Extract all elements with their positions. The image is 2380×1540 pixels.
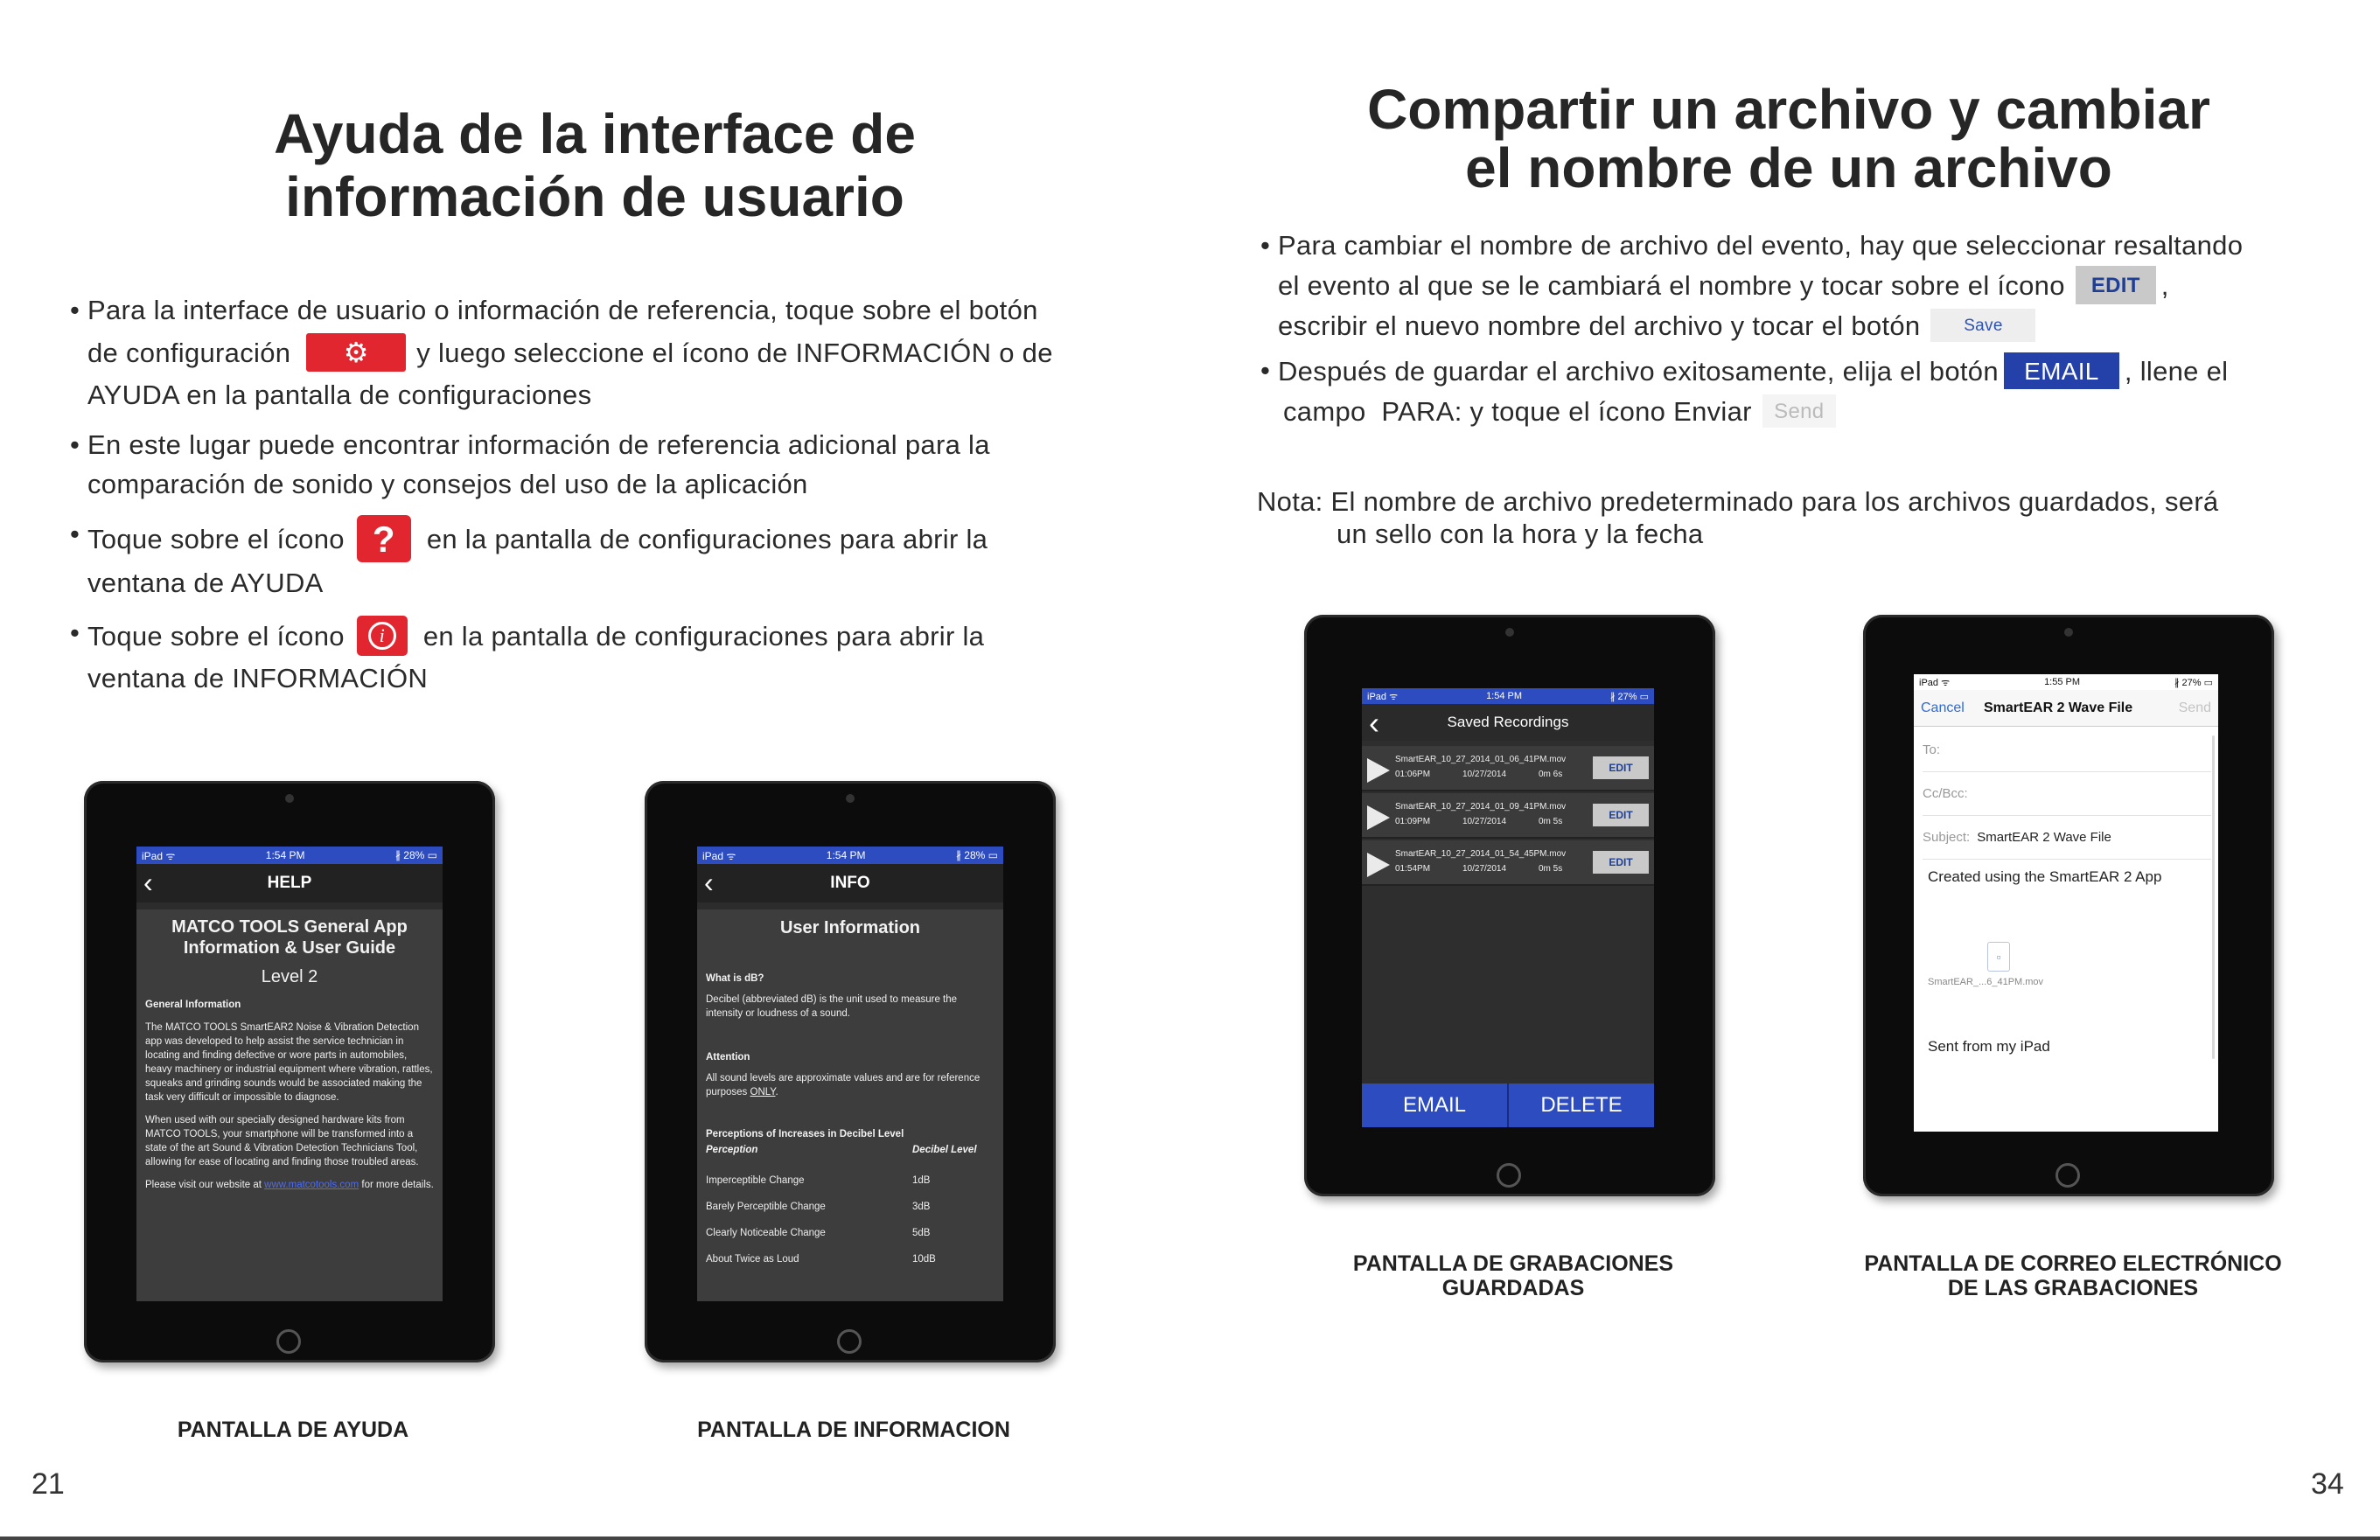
recording-time: 01:09PM: [1395, 817, 1431, 826]
caption-saved-recordings: [1303, 1252, 1723, 1300]
table-cell: 5dB: [912, 1228, 931, 1238]
status-bar: [1362, 688, 1654, 704]
page-number-left: 21: [31, 1467, 65, 1501]
left-title-line2: información de usuario: [285, 164, 904, 228]
play-icon[interactable]: [1367, 805, 1390, 830]
default-filename-note: [1257, 485, 2359, 550]
tablet-help: [84, 781, 495, 1362]
recordings-toolbar: [1362, 1084, 1654, 1127]
recording-duration: 0m 6s: [1539, 770, 1563, 779]
bullet-text: • Toque sobre el ícono: [87, 620, 345, 652]
bottom-rule: [0, 1537, 2380, 1540]
caption-line: PANTALLA DE GRABACIONES: [1352, 1251, 1674, 1276]
body-text: Created using the SmartEAR 2 App: [1928, 868, 2162, 885]
bullet-text: • Toque sobre el ícono: [87, 523, 345, 554]
camera-dot: [285, 794, 294, 803]
bullet-text: el evento al que se le cambiará el nombre y tocar sobre el ícono: [1278, 269, 2065, 301]
bullet-config: [70, 290, 1146, 415]
recording-duration: 0m 5s: [1539, 864, 1563, 874]
cc-field[interactable]: [1923, 772, 2211, 816]
left-bullets: [70, 290, 1146, 708]
to-field[interactable]: [1923, 728, 2211, 772]
page-number-right: 34: [2311, 1467, 2344, 1501]
status-bar: [136, 847, 443, 864]
table-header: Perception: [706, 1145, 758, 1155]
attachment-file-icon[interactable]: ▫: [1987, 942, 2010, 972]
recording-row[interactable]: [1362, 840, 1654, 886]
table-row: [706, 1220, 995, 1246]
status-carrier: iPad ᯤ: [142, 849, 176, 862]
back-chevron-icon[interactable]: ‹: [143, 867, 153, 898]
help-section-title: General Information: [145, 1000, 241, 1010]
info-answer: [706, 1071, 995, 1099]
caption-help-screen: PANTALLA DE AYUDA: [177, 1418, 409, 1442]
bullet-text: • En este lugar puede encontrar información de referencia adicional para la: [87, 429, 990, 460]
info-text: .: [775, 1087, 778, 1098]
status-time: 1:54 PM: [826, 849, 866, 861]
bullet-text: en la pantalla de configuraciones para abrir la: [422, 620, 985, 652]
status-carrier: iPad ᯤ: [1919, 677, 1951, 688]
tablet-saved-recordings: [1304, 615, 1715, 1196]
question-mark-icon[interactable]: ?: [357, 515, 411, 562]
subject-field[interactable]: [1923, 816, 2211, 860]
play-icon[interactable]: [1367, 853, 1390, 877]
status-time: 1:55 PM: [2044, 677, 2081, 687]
mail-nav-bar: [1914, 690, 2218, 727]
edit-button[interactable]: EDIT: [1593, 756, 1649, 779]
status-carrier: iPad ᯤ: [1367, 691, 1399, 702]
recording-name: SmartEAR_10_27_2014_01_54_45PM.mov: [1395, 849, 1567, 859]
help-text: for more details.: [361, 1180, 434, 1190]
bullet-rename: [1260, 226, 2354, 345]
status-bar: [697, 847, 1003, 864]
edit-button[interactable]: EDIT: [2076, 266, 2156, 304]
bullet-text: campo PARA: y toque el ícono Enviar: [1283, 395, 1752, 427]
email-screen: [1914, 674, 2218, 1132]
status-battery: ∦ 27% ▭: [1609, 691, 1649, 702]
right-page-title: [1286, 80, 2292, 197]
decibel-table-title: Perceptions of Increases in Decibel Level: [706, 1129, 904, 1139]
left-page-title: [157, 103, 1032, 228]
mail-body[interactable]: [1928, 868, 2204, 1123]
edit-button[interactable]: EDIT: [1593, 851, 1649, 874]
attachment-name: SmartEAR_...6_41PM.mov: [1928, 977, 2044, 987]
back-chevron-icon[interactable]: ‹: [1369, 705, 1379, 741]
recording-row[interactable]: [1362, 746, 1654, 791]
note-text: un sello con la hora y la fecha: [1337, 519, 1704, 549]
bullet-text: en la pantalla de configuraciones para abrir la: [426, 523, 988, 554]
info-screen: [697, 847, 1003, 1301]
recording-name: SmartEAR_10_27_2014_01_09_41PM.mov: [1395, 802, 1567, 812]
subject-value: SmartEAR 2 Wave File: [1977, 830, 2111, 845]
table-cell: Clearly Noticeable Change: [706, 1228, 826, 1238]
info-heading: User Information: [779, 918, 921, 937]
tablet-info: [645, 781, 1056, 1362]
caption-email-screen: [1837, 1252, 2309, 1300]
right-bullets: [1260, 226, 2354, 442]
status-time: 1:54 PM: [265, 849, 305, 861]
save-button[interactable]: Save: [1930, 309, 2035, 342]
caption-line: PANTALLA DE CORREO ELECTRÓNICO: [1864, 1251, 2282, 1276]
cc-label: Cc/Bcc:: [1923, 786, 1968, 801]
caption-line: GUARDADAS: [1441, 1275, 1585, 1300]
status-time: 1:54 PM: [1486, 691, 1523, 701]
gear-icon[interactable]: ⚙: [306, 333, 406, 372]
to-label: To:: [1923, 742, 1941, 757]
note-text: Nota: El nombre de archivo predeterminado para los archivos guardados, será: [1257, 486, 2219, 517]
bullet-text: escribir el nuevo nombre del archivo y tocar el botón: [1278, 310, 1921, 341]
recording-time: 01:06PM: [1395, 770, 1431, 779]
status-battery: ∦ 28% ▭: [394, 849, 437, 861]
scrollbar[interactable]: [2212, 735, 2215, 1059]
help-paragraph: The MATCO TOOLS SmartEAR2 Noise & Vibration Detection app was developed to help assist the service technician in locating and finding defective or wore parts in automobiles, heavy machinery or industrial equipment where vibration, rattles, squeaks and grinding sounds would be associated making the task very difficult or impossible to diagnose.: [145, 1022, 433, 1103]
table-cell: Barely Perceptible Change: [706, 1202, 826, 1212]
recording-date: 10/27/2014: [1462, 770, 1507, 779]
bullet-reference: [70, 425, 1146, 504]
email-button[interactable]: EMAIL: [1362, 1084, 1509, 1127]
table-row: [706, 1246, 995, 1272]
delete-button[interactable]: DELETE: [1509, 1084, 1654, 1127]
nav-title: INFO: [830, 874, 870, 892]
status-carrier: iPad ᯤ: [702, 849, 736, 862]
info-icon[interactable]: i: [357, 616, 408, 656]
right-title-line1: Compartir un archivo y cambiar: [1367, 78, 2210, 141]
table-header: Decibel Level: [912, 1145, 977, 1155]
camera-dot: [2064, 628, 2073, 637]
right-title-line2: el nombre de un archivo: [1465, 136, 2112, 199]
recording-duration: 0m 5s: [1539, 817, 1563, 826]
home-button[interactable]: [2055, 1163, 2080, 1188]
subject-label: Subject:: [1923, 830, 1971, 845]
home-button[interactable]: [276, 1329, 301, 1354]
help-text: Please visit our website at: [145, 1180, 262, 1190]
table-cell: 1dB: [912, 1175, 931, 1186]
send-button[interactable]: Send: [1762, 394, 1836, 428]
recording-name: SmartEAR_10_27_2014_01_06_41PM.mov: [1395, 755, 1567, 764]
bullet-text: ventana de AYUDA: [87, 568, 324, 598]
table-cell: About Twice as Loud: [706, 1254, 799, 1265]
bullet-text: ventana de INFORMACIÓN: [87, 663, 429, 693]
bullet-info: [70, 613, 1146, 698]
bullet-text: y luego seleccione el ícono de INFORMACIÓN o de: [416, 337, 1053, 368]
saved-recordings-screen: [1362, 688, 1654, 1127]
table-cell: 10dB: [912, 1254, 936, 1265]
bullet-help: [70, 514, 1146, 603]
recording-row[interactable]: [1362, 793, 1654, 839]
left-title-line1: Ayuda de la interface de: [274, 102, 916, 165]
status-battery: ∦ 27% ▭: [2174, 677, 2213, 688]
help-level: Level 2: [261, 967, 318, 986]
bullet-text: de configuración: [87, 337, 291, 368]
nav-bar: [1362, 704, 1654, 741]
nav-bar: [136, 864, 443, 902]
table-cell: 3dB: [912, 1202, 931, 1212]
info-question: What is dB?: [706, 973, 764, 984]
edit-button[interactable]: EDIT: [1593, 804, 1649, 826]
recording-date: 10/27/2014: [1462, 817, 1507, 826]
bullet-text: ,: [2160, 269, 2169, 301]
send-button[interactable]: Send: [2178, 700, 2211, 715]
camera-dot: [846, 794, 855, 803]
info-text-emphasis: ONLY: [750, 1087, 776, 1098]
mail-title: SmartEAR 2 Wave File: [1984, 700, 2133, 715]
email-button[interactable]: EMAIL: [2004, 352, 2119, 389]
table-cell: Imperceptible Change: [706, 1175, 805, 1186]
home-button[interactable]: [1497, 1163, 1521, 1188]
caption-info-screen: PANTALLA DE INFORMACION: [697, 1418, 1010, 1442]
play-icon[interactable]: [1367, 758, 1390, 783]
nav-title: HELP: [267, 874, 312, 892]
bullet-email: [1260, 351, 2354, 431]
nav-bar: [697, 864, 1003, 902]
bullet-text: comparación de sonido y consejos del uso de la aplicación: [87, 469, 808, 499]
help-paragraph-website: [145, 1178, 434, 1192]
decibel-table: [706, 1145, 995, 1272]
signature-text: Sent from my iPad: [1928, 1038, 2050, 1055]
nav-title: Saved Recordings: [1447, 714, 1569, 730]
cancel-button[interactable]: Cancel: [1921, 700, 1965, 715]
table-row: [706, 1167, 995, 1194]
home-button[interactable]: [837, 1329, 862, 1354]
status-battery: ∦ 28% ▭: [955, 849, 998, 861]
bullet-text: , llene el: [2124, 355, 2229, 387]
back-chevron-icon[interactable]: ‹: [704, 867, 714, 898]
bullet-text: AYUDA en la pantalla de configuraciones: [87, 380, 592, 410]
info-question: Attention: [706, 1052, 750, 1063]
info-answer: Decibel (abbreviated dB) is the unit used to measure the intensity or loudness of a sound.: [706, 994, 958, 1019]
help-paragraph: When used with our specially designed hardware kits from MATCO TOOLS, your smartphone will be transformed into a state of the art Sound & Vibration Detection Technicians Tool, allowing for ease of locating and finding those troubled areas.: [145, 1115, 419, 1167]
help-heading: MATCO TOOLS General App Information & User Guide: [171, 917, 408, 958]
status-bar: [1914, 674, 2218, 690]
table-row: [706, 1194, 995, 1220]
recording-date: 10/27/2014: [1462, 864, 1507, 874]
bullet-text: • Para la interface de usuario o información de referencia, toque sobre el botón: [87, 295, 1038, 325]
help-screen: [136, 847, 443, 1301]
info-text: All sound levels are approximate values and are for reference purposes: [706, 1073, 981, 1098]
tablet-email: [1863, 615, 2274, 1196]
camera-dot: [1505, 628, 1514, 637]
bullet-text: • Después de guardar el archivo exitosamente, elija el botón: [1278, 355, 1999, 387]
bullet-text: • Para cambiar el nombre de archivo del evento, hay que seleccionar resaltando: [1278, 230, 2244, 261]
caption-line: DE LAS GRABACIONES: [1947, 1275, 2199, 1300]
recording-time: 01:54PM: [1395, 864, 1431, 874]
website-link[interactable]: www.matcotools.com: [264, 1180, 359, 1190]
